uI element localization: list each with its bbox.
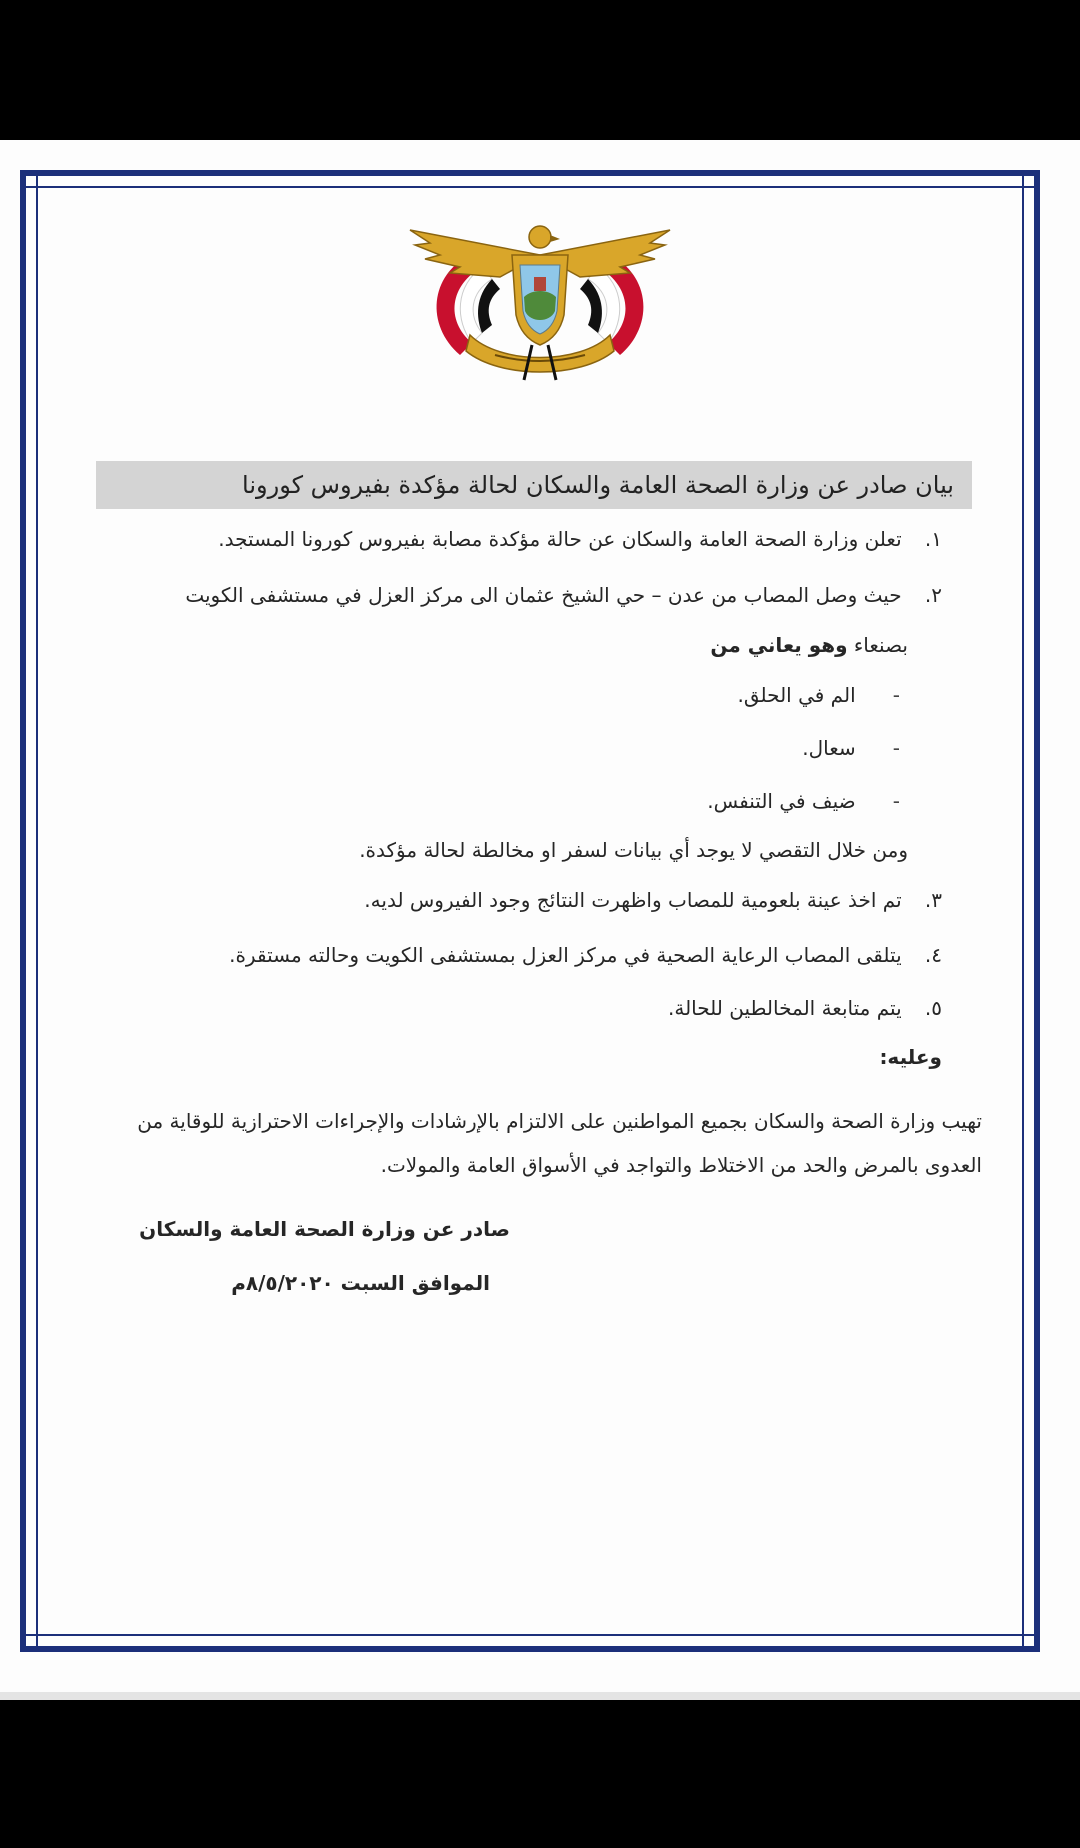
border-corner: [24, 174, 38, 188]
statement-title: بيان صادر عن وزارة الصحة العامة والسكان لحالة مؤكدة بفيروس كورونا: [96, 461, 972, 509]
dash-bullet: -: [892, 736, 900, 760]
continuation-text: بصنعاء: [847, 633, 908, 657]
investigation-note: ومن خلال التقصي لا يوجد أي بيانات لسفر او مخالطة لحالة مؤكدة.: [359, 838, 908, 862]
item-number: ٥.: [924, 996, 942, 1020]
symptom-item: [707, 786, 900, 816]
document-page: [0, 140, 1080, 1692]
dash-bullet: -: [892, 789, 900, 813]
symptom-item: [802, 733, 900, 763]
list-item: [218, 524, 942, 554]
dash-bullet: -: [892, 683, 900, 707]
list-item: [185, 580, 942, 610]
item-continuation: [710, 630, 908, 660]
item-text: تعلن وزارة الصحة العامة والسكان عن حالة مؤكدة مصابة بفيروس كورونا المستجد.: [218, 527, 902, 551]
symptom-text: سعال.: [802, 736, 856, 760]
item-number: ٢.: [924, 583, 942, 607]
symptom-item: [738, 680, 900, 710]
viewer-bottom-strip: [0, 1692, 1080, 1700]
list-item: [668, 993, 942, 1023]
item-text: حيث وصل المصاب من عدن – حي الشيخ عثمان الى مركز العزل في مستشفى الكويت: [185, 583, 902, 607]
item-number: ٤.: [924, 943, 942, 967]
item-number: ١.: [924, 527, 942, 551]
appeal-line: العدوى بالمرض والحد من الاختلاط والتواجد في الأسواق العامة والمولات.: [380, 1153, 982, 1177]
issue-date: الموافق السبت ٨/٥/٢٠٢٠م: [231, 1271, 490, 1295]
continuation-emphasis: وهو يعاني من: [710, 633, 848, 657]
border-corner: [24, 1634, 38, 1648]
item-number: ٣.: [924, 888, 942, 912]
border-corner: [1022, 174, 1036, 188]
border-corner: [1022, 1634, 1036, 1648]
symptom-text: الم في الحلق.: [737, 683, 856, 707]
list-item: [364, 885, 942, 915]
therefore-heading: وعليه:: [879, 1045, 942, 1069]
issuer-signature: صادر عن وزارة الصحة العامة والسكان: [139, 1217, 510, 1241]
item-text: تم اخذ عينة بلعومية للمصاب واظهرت النتائج وجود الفيروس لديه.: [364, 888, 902, 912]
item-text: يتم متابعة المخالطين للحالة.: [668, 996, 902, 1020]
item-text: يتلقى المصاب الرعاية الصحية في مركز العزل بمستشفى الكويت وحالته مستقرة.: [229, 943, 902, 967]
republic-emblem-icon: [400, 215, 680, 385]
appeal-line: تهيب وزارة الصحة والسكان بجميع المواطنين على الالتزام بالإرشادات والإجراءات الاحترازية للوقاية من: [137, 1109, 982, 1133]
list-item: [229, 940, 942, 970]
symptom-text: ضيف في التنفس.: [707, 789, 856, 813]
